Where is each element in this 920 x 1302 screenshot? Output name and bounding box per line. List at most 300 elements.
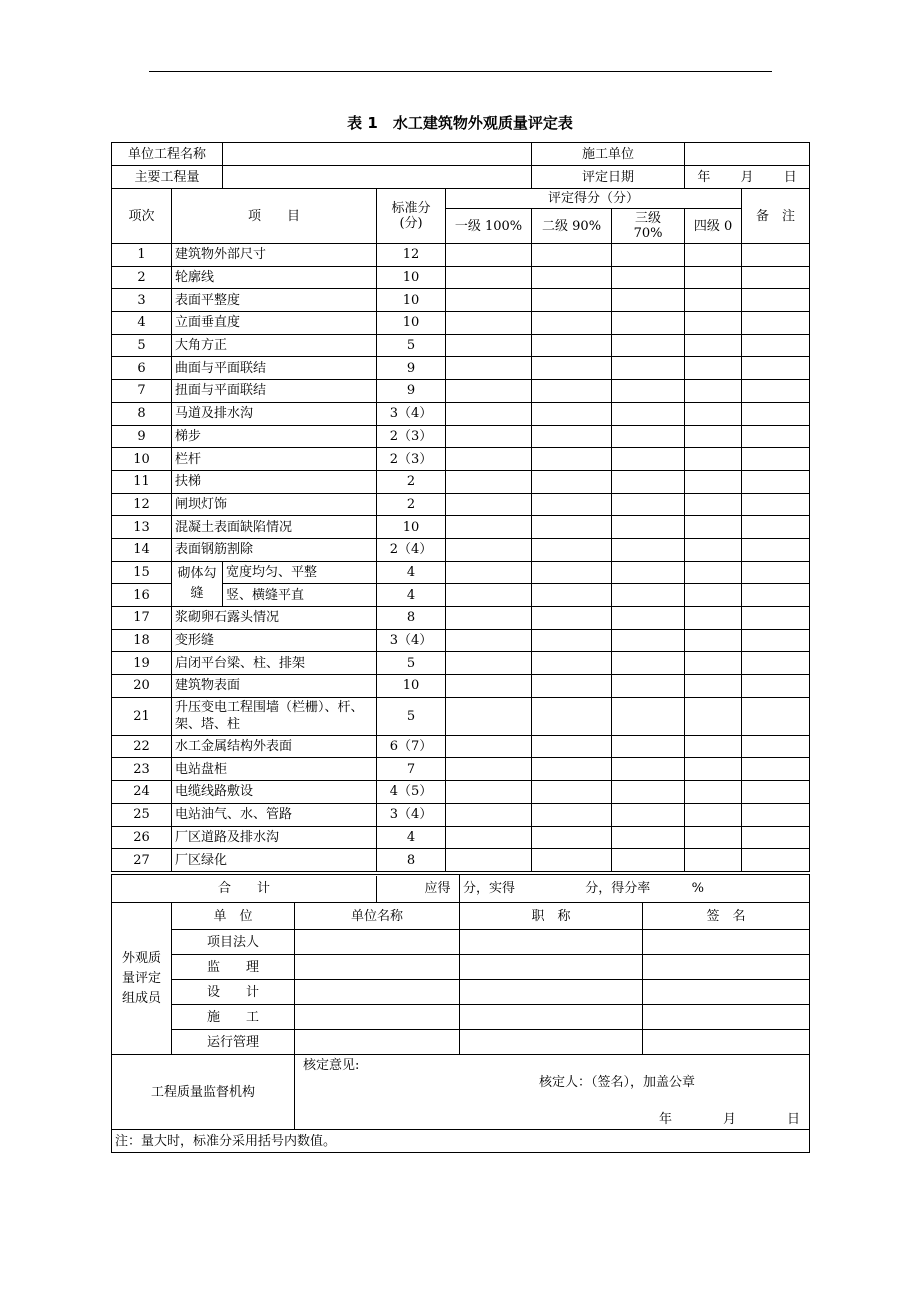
row-grade4-cell[interactable] xyxy=(685,697,742,735)
row-standard-score: 10 xyxy=(377,289,446,312)
row-grade3-cell[interactable] xyxy=(612,289,685,312)
row-item: 升压变电工程围墙（栏栅）、杆、架、塔、柱 xyxy=(172,697,377,735)
row-standard-score: 4 xyxy=(377,826,446,849)
row-remark-cell[interactable] xyxy=(742,402,810,425)
note: 注：量大时，标准分采用括号内数值。 xyxy=(112,1130,810,1153)
row-grade1-cell[interactable] xyxy=(446,652,532,675)
table-row xyxy=(112,448,810,471)
row-grade2-cell[interactable] xyxy=(532,803,612,826)
row-grade1-cell[interactable] xyxy=(446,849,532,872)
row-remark-cell[interactable] xyxy=(742,493,810,516)
committee-unit-name-cell[interactable] xyxy=(295,955,460,980)
row-grade4-cell[interactable] xyxy=(685,266,742,289)
committee-sign-cell[interactable] xyxy=(643,930,810,955)
row-grade3-cell[interactable] xyxy=(612,493,685,516)
supervision-label: 工程质量监督机构 xyxy=(112,1055,295,1130)
row-grade3-cell[interactable] xyxy=(612,334,685,357)
date-day: 日 xyxy=(783,169,797,185)
table-row xyxy=(112,334,810,357)
row-index: 15 xyxy=(112,561,172,584)
row-remark-cell[interactable] xyxy=(742,758,810,781)
committee-role: 运行管理 xyxy=(172,1030,295,1055)
construction-unit-value[interactable] xyxy=(685,143,810,166)
row-grade4-cell[interactable] xyxy=(685,758,742,781)
row-item: 建筑物表面 xyxy=(172,675,377,698)
committee-role: 项目法人 xyxy=(172,930,295,955)
row-grade4-cell[interactable] xyxy=(685,735,742,758)
row-grade2-cell[interactable] xyxy=(532,826,612,849)
row-item: 轮廓线 xyxy=(172,266,377,289)
row-grade3-cell[interactable] xyxy=(612,357,685,380)
row-index: 25 xyxy=(112,803,172,826)
row-grade4-cell[interactable] xyxy=(685,584,742,607)
row-remark-cell[interactable] xyxy=(742,289,810,312)
row-grade3-cell[interactable] xyxy=(612,561,685,584)
date-month: 月 xyxy=(740,169,754,185)
row-item: 表面平整度 xyxy=(172,289,377,312)
row-remark-cell[interactable] xyxy=(742,380,810,403)
row-grade1-cell[interactable] xyxy=(446,758,532,781)
committee-title-cell[interactable] xyxy=(460,955,643,980)
col-standard-header xyxy=(377,189,446,244)
row-grade1-cell[interactable] xyxy=(446,781,532,804)
unit-project-label: 单位工程名称 xyxy=(112,143,223,166)
row-grade3-cell[interactable] xyxy=(612,697,685,735)
row-item: 电缆线路敷设 xyxy=(172,781,377,804)
committee-role: 施 工 xyxy=(172,1005,295,1030)
row-standard-score: 8 xyxy=(377,849,446,872)
committee-unit-name-cell[interactable] xyxy=(295,980,460,1005)
row-grade4-cell[interactable] xyxy=(685,675,742,698)
row-index: 2 xyxy=(112,266,172,289)
row-standard-score: 12 xyxy=(377,244,446,267)
supervision-day: 日 xyxy=(787,1112,801,1127)
row-item: 竖、横缝平直 xyxy=(223,584,377,607)
row-standard-score: 2（3） xyxy=(377,425,446,448)
row-item: 电站盘柜 xyxy=(172,758,377,781)
total-values xyxy=(460,875,810,903)
total-inner xyxy=(112,876,459,902)
row-grade4-cell[interactable] xyxy=(685,334,742,357)
row-item: 变形缝 xyxy=(172,629,377,652)
committee-sign-cell[interactable] xyxy=(643,955,810,980)
row-grade1-cell[interactable] xyxy=(446,380,532,403)
row-grade2-cell[interactable] xyxy=(532,425,612,448)
row-grade1-cell[interactable] xyxy=(446,607,532,630)
row-grade1-cell[interactable] xyxy=(446,357,532,380)
total-actual: 分，实得 xyxy=(463,881,516,896)
supervision-verifier: 核定人：（签名），加盖公章 xyxy=(539,1075,696,1090)
row-remark-cell[interactable] xyxy=(742,735,810,758)
committee-title-cell[interactable] xyxy=(460,1030,643,1055)
row-grade1-cell[interactable] xyxy=(446,493,532,516)
row-index: 13 xyxy=(112,516,172,539)
committee-unit-name-cell[interactable] xyxy=(295,930,460,955)
page-title: 表 1 水工建筑物外观质量评定表 xyxy=(347,114,573,132)
row-grade2-cell[interactable] xyxy=(532,312,612,335)
table-row xyxy=(112,629,810,652)
row-standard-score: 5 xyxy=(377,697,446,735)
committee-group-label: 外观质量评定组成员 xyxy=(112,903,172,1055)
row-remark-cell[interactable] xyxy=(742,266,810,289)
row-grade3-cell[interactable] xyxy=(612,244,685,267)
unit-project-value[interactable] xyxy=(223,143,532,166)
table-row xyxy=(112,803,810,826)
row-grade4-cell[interactable] xyxy=(685,516,742,539)
row-item: 立面垂直度 xyxy=(172,312,377,335)
row-remark-cell[interactable] xyxy=(742,803,810,826)
row-grade3-cell[interactable] xyxy=(612,629,685,652)
row-item: 曲面与平面联结 xyxy=(172,357,377,380)
row-index: 26 xyxy=(112,826,172,849)
row-remark-cell[interactable] xyxy=(742,607,810,630)
row-standard-score: 3（4） xyxy=(377,629,446,652)
table-row xyxy=(112,357,810,380)
row-item: 大角方正 xyxy=(172,334,377,357)
row-group-label: 砌体勾缝 xyxy=(172,561,223,606)
row-grade2-cell[interactable] xyxy=(532,584,612,607)
row-remark-cell[interactable] xyxy=(742,448,810,471)
total-percent: % xyxy=(691,881,704,896)
row-grade4-cell[interactable] xyxy=(685,849,742,872)
row-grade2-cell[interactable] xyxy=(532,244,612,267)
row-grade3-cell[interactable] xyxy=(612,448,685,471)
row-grade1-cell[interactable] xyxy=(446,516,532,539)
row-grade1-cell[interactable] xyxy=(446,735,532,758)
row-grade2-cell[interactable] xyxy=(532,266,612,289)
row-grade3-cell[interactable] xyxy=(612,652,685,675)
row-index: 14 xyxy=(112,538,172,561)
row-grade4-cell[interactable] xyxy=(685,652,742,675)
col-remark-header: 备 注 xyxy=(742,189,810,244)
row-grade3-cell[interactable] xyxy=(612,607,685,630)
row-grade2-cell[interactable] xyxy=(532,538,612,561)
row-remark-cell[interactable] xyxy=(742,538,810,561)
row-grade3-cell[interactable] xyxy=(612,675,685,698)
row-grade3-cell[interactable] xyxy=(612,380,685,403)
grade3-pct: 70% xyxy=(633,226,663,241)
row-grade2-cell[interactable] xyxy=(532,675,612,698)
row-grade1-cell[interactable] xyxy=(446,448,532,471)
row-grade1-cell[interactable] xyxy=(446,334,532,357)
row-grade2-cell[interactable] xyxy=(532,561,612,584)
total-rate: 分，得分率 xyxy=(585,881,651,896)
row-grade2-cell[interactable] xyxy=(532,470,612,493)
row-index: 24 xyxy=(112,781,172,804)
table-row xyxy=(112,607,810,630)
col-grade3-header xyxy=(612,209,685,244)
main-quantity-value[interactable] xyxy=(223,166,532,189)
committee-col-title: 职 称 xyxy=(460,903,643,930)
row-standard-score: 9 xyxy=(377,357,446,380)
committee-role: 监 理 xyxy=(172,955,295,980)
row-grade4-cell[interactable] xyxy=(685,244,742,267)
row-remark-cell[interactable] xyxy=(742,312,810,335)
row-grade4-cell[interactable] xyxy=(685,402,742,425)
row-grade3-cell[interactable] xyxy=(612,781,685,804)
row-remark-cell[interactable] xyxy=(742,826,810,849)
row-grade3-cell[interactable] xyxy=(612,826,685,849)
col-index-header: 项次 xyxy=(112,189,172,244)
row-grade1-cell[interactable] xyxy=(446,470,532,493)
row-grade3-cell[interactable] xyxy=(612,584,685,607)
table-row xyxy=(112,561,810,584)
row-item: 厂区道路及排水沟 xyxy=(172,826,377,849)
total-label: 合 计 xyxy=(112,876,377,902)
row-grade2-cell[interactable] xyxy=(532,758,612,781)
row-grade3-cell[interactable] xyxy=(612,758,685,781)
row-standard-score: 5 xyxy=(377,334,446,357)
row-standard-score: 10 xyxy=(377,266,446,289)
total-due: 应得 xyxy=(424,881,451,896)
row-grade2-cell[interactable] xyxy=(532,357,612,380)
row-item: 水工金属结构外表面 xyxy=(172,735,377,758)
row-standard-score: 7 xyxy=(377,758,446,781)
top-rule xyxy=(149,71,772,72)
row-grade2-cell[interactable] xyxy=(532,516,612,539)
row-grade1-cell[interactable] xyxy=(446,402,532,425)
table-row xyxy=(112,244,810,267)
row-grade4-cell[interactable] xyxy=(685,357,742,380)
row-grade1-cell[interactable] xyxy=(446,244,532,267)
row-index: 17 xyxy=(112,607,172,630)
row-grade3-cell[interactable] xyxy=(612,266,685,289)
table-row xyxy=(112,826,810,849)
row-standard-score: 2（3） xyxy=(377,448,446,471)
row-grade1-cell[interactable] xyxy=(446,629,532,652)
row-grade4-cell[interactable] xyxy=(685,607,742,630)
row-grade1-cell[interactable] xyxy=(446,584,532,607)
row-standard-score: 3（4） xyxy=(377,402,446,425)
row-grade1-cell[interactable] xyxy=(446,803,532,826)
row-grade2-cell[interactable] xyxy=(532,334,612,357)
summary-table xyxy=(111,874,810,1153)
committee-row xyxy=(112,1030,810,1055)
row-grade4-cell[interactable] xyxy=(685,289,742,312)
row-grade4-cell[interactable] xyxy=(685,781,742,804)
row-index: 22 xyxy=(112,735,172,758)
row-grade3-cell[interactable] xyxy=(612,402,685,425)
committee-row xyxy=(112,980,810,1005)
row-grade1-cell[interactable] xyxy=(446,538,532,561)
row-grade4-cell[interactable] xyxy=(685,629,742,652)
row-standard-score: 4（5） xyxy=(377,781,446,804)
row-grade1-cell[interactable] xyxy=(446,425,532,448)
row-standard-score: 3（4） xyxy=(377,803,446,826)
committee-row xyxy=(112,1005,810,1030)
row-grade1-cell[interactable] xyxy=(446,289,532,312)
evaluation-table xyxy=(111,142,810,872)
col-grade4-header: 四级 0 xyxy=(685,209,742,244)
committee-sign-cell[interactable] xyxy=(643,980,810,1005)
supervision-month: 月 xyxy=(723,1112,737,1127)
table-row xyxy=(112,538,810,561)
row-index: 12 xyxy=(112,493,172,516)
row-grade2-cell[interactable] xyxy=(532,493,612,516)
table-row xyxy=(112,758,810,781)
row-remark-cell[interactable] xyxy=(742,652,810,675)
row-grade4-cell[interactable] xyxy=(685,493,742,516)
main-quantity-label: 主要工程量 xyxy=(112,166,223,189)
row-item: 梯步 xyxy=(172,425,377,448)
table-row xyxy=(112,470,810,493)
row-index: 10 xyxy=(112,448,172,471)
row-remark-cell[interactable] xyxy=(742,584,810,607)
row-index: 21 xyxy=(112,697,172,735)
row-item: 闸坝灯饰 xyxy=(172,493,377,516)
row-grade2-cell[interactable] xyxy=(532,652,612,675)
row-index: 8 xyxy=(112,402,172,425)
row-index: 16 xyxy=(112,584,172,607)
col-eval-score-header: 评定得分（分） xyxy=(446,189,742,209)
row-grade2-cell[interactable] xyxy=(532,629,612,652)
row-remark-cell[interactable] xyxy=(742,516,810,539)
row-grade3-cell[interactable] xyxy=(612,312,685,335)
row-index: 9 xyxy=(112,425,172,448)
table-row xyxy=(112,380,810,403)
row-index: 18 xyxy=(112,629,172,652)
standard-unit: (分) xyxy=(399,216,423,231)
table-row xyxy=(112,675,810,698)
row-grade3-cell[interactable] xyxy=(612,516,685,539)
construction-unit-label: 施工单位 xyxy=(532,143,685,166)
row-grade1-cell[interactable] xyxy=(446,826,532,849)
row-grade2-cell[interactable] xyxy=(532,607,612,630)
row-remark-cell[interactable] xyxy=(742,334,810,357)
total-due-cell xyxy=(377,876,460,902)
row-remark-cell[interactable] xyxy=(742,675,810,698)
row-standard-score: 4 xyxy=(377,584,446,607)
row-grade4-cell[interactable] xyxy=(685,448,742,471)
table-row xyxy=(112,516,810,539)
row-grade4-cell[interactable] xyxy=(685,803,742,826)
supervision-opinion: 核定意见: xyxy=(303,1058,360,1073)
row-remark-cell[interactable] xyxy=(742,425,810,448)
committee-row xyxy=(112,930,810,955)
table-row xyxy=(112,697,810,735)
row-index: 1 xyxy=(112,244,172,267)
row-grade4-cell[interactable] xyxy=(685,425,742,448)
committee-title-cell[interactable] xyxy=(460,980,643,1005)
committee-col-unit-name: 单位名称 xyxy=(295,903,460,930)
row-grade2-cell[interactable] xyxy=(532,735,612,758)
row-remark-cell[interactable] xyxy=(742,244,810,267)
committee-col-unit: 单 位 xyxy=(172,903,295,930)
row-item: 扭面与平面联结 xyxy=(172,380,377,403)
row-item: 电站油气、水、管路 xyxy=(172,803,377,826)
row-standard-score: 10 xyxy=(377,312,446,335)
row-standard-score: 10 xyxy=(377,516,446,539)
committee-title-cell[interactable] xyxy=(460,930,643,955)
row-standard-score: 2（4） xyxy=(377,538,446,561)
row-grade4-cell[interactable] xyxy=(685,538,742,561)
row-grade1-cell[interactable] xyxy=(446,561,532,584)
row-item: 混凝土表面缺陷情况 xyxy=(172,516,377,539)
row-remark-cell[interactable] xyxy=(742,561,810,584)
row-grade2-cell[interactable] xyxy=(532,448,612,471)
row-remark-cell[interactable] xyxy=(742,781,810,804)
row-item: 表面钢筋割除 xyxy=(172,538,377,561)
row-remark-cell[interactable] xyxy=(742,697,810,735)
row-grade3-cell[interactable] xyxy=(612,538,685,561)
row-item: 马道及排水沟 xyxy=(172,402,377,425)
committee-unit-name-cell[interactable] xyxy=(295,1005,460,1030)
row-remark-cell[interactable] xyxy=(742,849,810,872)
row-index: 19 xyxy=(112,652,172,675)
row-index: 3 xyxy=(112,289,172,312)
row-grade4-cell[interactable] xyxy=(685,312,742,335)
row-remark-cell[interactable] xyxy=(742,629,810,652)
row-item: 浆砌卵石露头情况 xyxy=(172,607,377,630)
table-row xyxy=(112,493,810,516)
table-row xyxy=(112,781,810,804)
row-grade3-cell[interactable] xyxy=(612,735,685,758)
row-grade1-cell[interactable] xyxy=(446,675,532,698)
table-row xyxy=(112,425,810,448)
row-grade1-cell[interactable] xyxy=(446,312,532,335)
row-index: 23 xyxy=(112,758,172,781)
committee-row xyxy=(112,955,810,980)
committee-sign-cell[interactable] xyxy=(643,1005,810,1030)
row-item: 厂区绿化 xyxy=(172,849,377,872)
row-grade3-cell[interactable] xyxy=(612,425,685,448)
row-grade2-cell[interactable] xyxy=(532,380,612,403)
standard-label: 标准分 xyxy=(391,201,431,216)
table-row xyxy=(112,849,810,872)
date-year: 年 xyxy=(697,169,711,185)
row-grade4-cell[interactable] xyxy=(685,470,742,493)
row-standard-score: 9 xyxy=(377,380,446,403)
row-remark-cell[interactable] xyxy=(742,470,810,493)
row-item: 建筑物外部尺寸 xyxy=(172,244,377,267)
row-grade3-cell[interactable] xyxy=(612,803,685,826)
row-grade4-cell[interactable] xyxy=(685,380,742,403)
table-row xyxy=(112,312,810,335)
row-grade3-cell[interactable] xyxy=(612,849,685,872)
row-remark-cell[interactable] xyxy=(742,357,810,380)
row-grade2-cell[interactable] xyxy=(532,849,612,872)
committee-title-cell[interactable] xyxy=(460,1005,643,1030)
table-row xyxy=(112,652,810,675)
row-grade1-cell[interactable] xyxy=(446,697,532,735)
row-index: 7 xyxy=(112,380,172,403)
row-standard-score: 2 xyxy=(377,493,446,516)
row-standard-score: 5 xyxy=(377,652,446,675)
row-grade2-cell[interactable] xyxy=(532,781,612,804)
row-grade3-cell[interactable] xyxy=(612,470,685,493)
row-grade2-cell[interactable] xyxy=(532,402,612,425)
row-grade4-cell[interactable] xyxy=(685,561,742,584)
row-standard-score: 2 xyxy=(377,470,446,493)
row-index: 6 xyxy=(112,357,172,380)
row-item: 扶梯 xyxy=(172,470,377,493)
committee-sign-cell[interactable] xyxy=(643,1030,810,1055)
committee-unit-name-cell[interactable] xyxy=(295,1030,460,1055)
row-standard-score: 6（7） xyxy=(377,735,446,758)
row-grade2-cell[interactable] xyxy=(532,697,612,735)
total-row xyxy=(112,875,460,903)
table-row xyxy=(112,289,810,312)
row-grade2-cell[interactable] xyxy=(532,289,612,312)
col-grade2-header: 二级 90% xyxy=(532,209,612,244)
row-grade1-cell[interactable] xyxy=(446,266,532,289)
eval-date-value[interactable] xyxy=(685,166,810,189)
supervision-cell[interactable] xyxy=(295,1055,810,1130)
row-grade4-cell[interactable] xyxy=(685,826,742,849)
row-standard-score: 8 xyxy=(377,607,446,630)
row-index: 5 xyxy=(112,334,172,357)
committee-role: 设 计 xyxy=(172,980,295,1005)
